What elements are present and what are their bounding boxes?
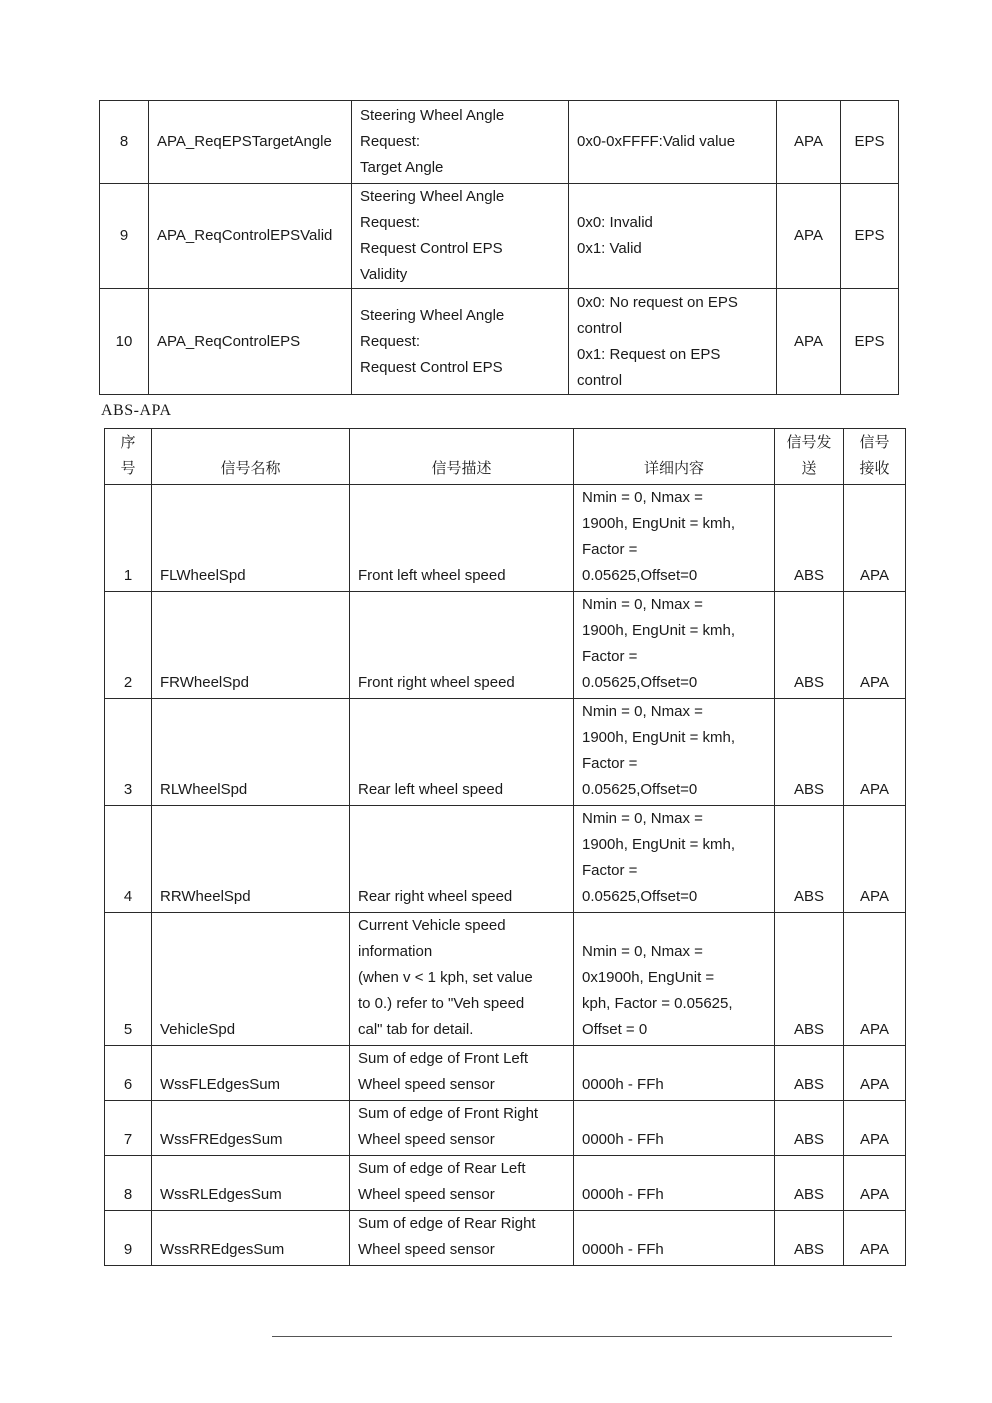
- row-number: 5: [105, 913, 152, 1046]
- signal-description: Sum of edge of Rear Left Wheel speed sensor: [350, 1156, 574, 1211]
- row-number: 3: [105, 699, 152, 806]
- signal-sender: ABS: [775, 913, 844, 1046]
- eps-signal-table: [99, 100, 899, 395]
- signal-detail: Nmin = 0, Nmax = 1900h, EngUnit = kmh, Factor = 0.05625,Offset=0: [574, 699, 775, 806]
- table-row: [105, 913, 906, 1046]
- signal-description: Current Vehicle speed information (when v < 1 kph, set value to 0.) refer to "Veh speed cal" tab for detail.: [350, 913, 574, 1046]
- signal-sender: ABS: [775, 1211, 844, 1266]
- signal-receiver: APA: [844, 1101, 906, 1156]
- table-header-row: [105, 429, 906, 485]
- table-row: [105, 1046, 906, 1101]
- table-row: [105, 1211, 906, 1266]
- signal-receiver: APA: [844, 485, 906, 592]
- table-row: [100, 289, 899, 395]
- row-number: 10: [100, 289, 149, 395]
- signal-receiver: EPS: [841, 289, 899, 395]
- row-number: 9: [105, 1211, 152, 1266]
- row-number: 9: [100, 184, 149, 289]
- signal-name: WssFREdgesSum: [152, 1101, 350, 1156]
- signal-detail: 0000h - FFh: [574, 1046, 775, 1101]
- signal-detail: Nmin = 0, Nmax = 0x1900h, EngUnit = kph, Factor = 0.05625, Offset = 0: [574, 913, 775, 1046]
- signal-sender: APA: [777, 289, 841, 395]
- signal-detail: 0000h - FFh: [574, 1101, 775, 1156]
- signal-name: FRWheelSpd: [152, 592, 350, 699]
- signal-description: Front left wheel speed: [350, 485, 574, 592]
- signal-description: Rear right wheel speed: [350, 806, 574, 913]
- header-signal-description: 信号描述: [350, 429, 574, 485]
- signal-name: WssRREdgesSum: [152, 1211, 350, 1266]
- signal-receiver: APA: [844, 699, 906, 806]
- signal-name: APA_ReqControlEPS: [149, 289, 352, 395]
- row-number: 8: [105, 1156, 152, 1211]
- header-detail: 详细内容: [574, 429, 775, 485]
- signal-description: Steering Wheel Angle Request: Request Control EPS: [352, 289, 569, 395]
- header-no: 序 号: [105, 429, 152, 485]
- signal-sender: ABS: [775, 592, 844, 699]
- signal-name: WssRLEdgesSum: [152, 1156, 350, 1211]
- table-row: [105, 699, 906, 806]
- signal-description: Sum of edge of Front Right Wheel speed sensor: [350, 1101, 574, 1156]
- signal-detail: 0000h - FFh: [574, 1211, 775, 1266]
- row-number: 8: [100, 101, 149, 184]
- signal-sender: ABS: [775, 1101, 844, 1156]
- table-row: [105, 1156, 906, 1211]
- signal-detail: Nmin = 0, Nmax = 1900h, EngUnit = kmh, Factor = 0.05625,Offset=0: [574, 485, 775, 592]
- table-row: [100, 101, 899, 184]
- signal-name: WssFLEdgesSum: [152, 1046, 350, 1101]
- signal-sender: ABS: [775, 485, 844, 592]
- signal-receiver: APA: [844, 1046, 906, 1101]
- row-number: 1: [105, 485, 152, 592]
- signal-name: APA_ReqEPSTargetAngle: [149, 101, 352, 184]
- row-number: 6: [105, 1046, 152, 1101]
- signal-detail: 0x0: Invalid 0x1: Valid: [569, 184, 777, 289]
- header-receiver: 信号 接收: [844, 429, 906, 485]
- signal-detail: Nmin = 0, Nmax = 1900h, EngUnit = kmh, Factor = 0.05625,Offset=0: [574, 806, 775, 913]
- signal-sender: APA: [777, 184, 841, 289]
- signal-name: FLWheelSpd: [152, 485, 350, 592]
- signal-receiver: EPS: [841, 184, 899, 289]
- signal-receiver: APA: [844, 1211, 906, 1266]
- table-row: [105, 1101, 906, 1156]
- row-number: 2: [105, 592, 152, 699]
- signal-receiver: EPS: [841, 101, 899, 184]
- header-signal-name: 信号名称: [152, 429, 350, 485]
- abs-apa-signal-table: [104, 428, 906, 1266]
- signal-sender: ABS: [775, 1046, 844, 1101]
- row-number: 4: [105, 806, 152, 913]
- signal-sender: APA: [777, 101, 841, 184]
- header-sender: 信号发 送: [775, 429, 844, 485]
- signal-sender: ABS: [775, 699, 844, 806]
- signal-description: Rear left wheel speed: [350, 699, 574, 806]
- signal-receiver: APA: [844, 806, 906, 913]
- signal-sender: ABS: [775, 1156, 844, 1211]
- row-number: 7: [105, 1101, 152, 1156]
- signal-name: VehicleSpd: [152, 913, 350, 1046]
- signal-receiver: APA: [844, 913, 906, 1046]
- table-row: [100, 184, 899, 289]
- signal-receiver: APA: [844, 1156, 906, 1211]
- signal-detail: 0000h - FFh: [574, 1156, 775, 1211]
- signal-description: Steering Wheel Angle Request: Target Angle: [352, 101, 569, 184]
- signal-description: Front right wheel speed: [350, 592, 574, 699]
- signal-detail: Nmin = 0, Nmax = 1900h, EngUnit = kmh, Factor = 0.05625,Offset=0: [574, 592, 775, 699]
- signal-description: Sum of edge of Rear Right Wheel speed sensor: [350, 1211, 574, 1266]
- signal-detail: 0x0: No request on EPS control 0x1: Request on EPS control: [569, 289, 777, 395]
- footer-divider: [272, 1336, 892, 1337]
- table-row: [105, 806, 906, 913]
- signal-detail: 0x0-0xFFFF:Valid value: [569, 101, 777, 184]
- table-row: [105, 485, 906, 592]
- signal-name: APA_ReqControlEPSValid: [149, 184, 352, 289]
- signal-sender: ABS: [775, 806, 844, 913]
- section-title: ABS-APA: [101, 402, 172, 419]
- signal-description: Sum of edge of Front Left Wheel speed sensor: [350, 1046, 574, 1101]
- signal-description: Steering Wheel Angle Request: Request Control EPS Validity: [352, 184, 569, 289]
- table-row: [105, 592, 906, 699]
- signal-name: RLWheelSpd: [152, 699, 350, 806]
- signal-name: RRWheelSpd: [152, 806, 350, 913]
- signal-receiver: APA: [844, 592, 906, 699]
